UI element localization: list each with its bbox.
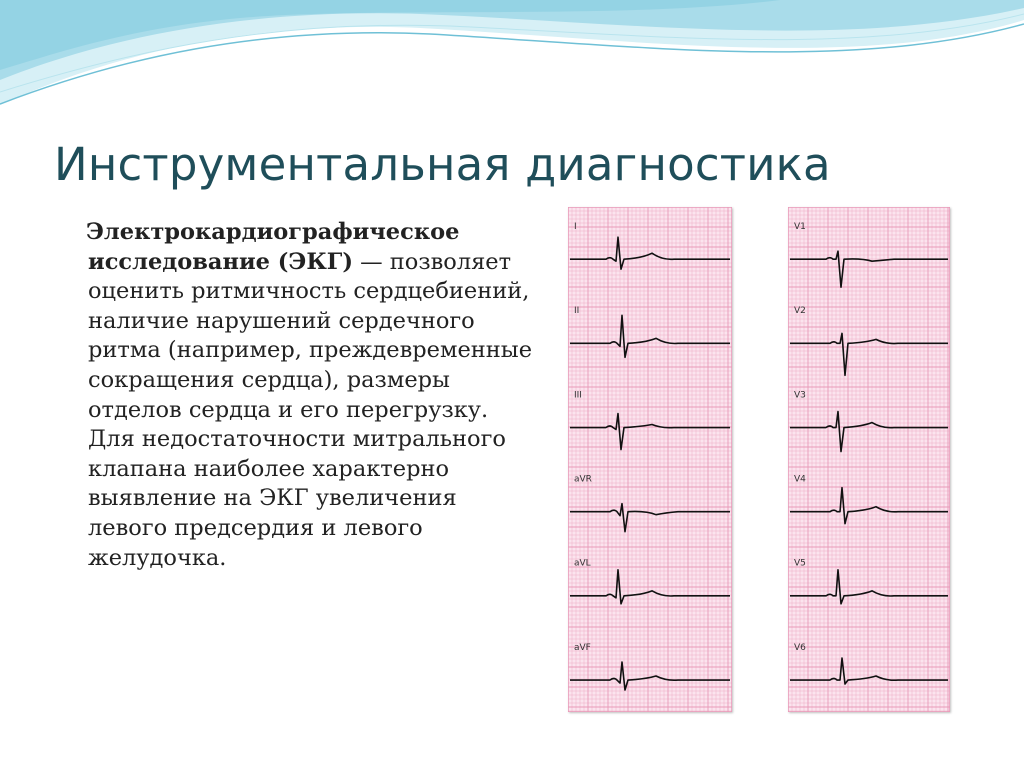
ecg-chest-lead-label-v6: V6 bbox=[794, 642, 806, 653]
ecg-limb-lead-label-i: I bbox=[574, 222, 577, 232]
ecg-chest-lead-label-v1: V1 bbox=[794, 222, 806, 232]
ecg-limb-lead-label-avf: aVF bbox=[574, 642, 591, 653]
body-description-text: — позволяет оценить ритмичность сердцебиений, наличие нарушений сердечного ритма (например, преждевременные сокращения сердца), размеры отделов сердца и его перегрузку. Для недостаточности митрального клапана наиболее характерно выявление на ЭКГ увеличения левого предсердия и левого желудочка. bbox=[88, 248, 533, 571]
ecg-chest-lead-label-v2: V2 bbox=[794, 306, 806, 317]
ecg-limb-lead-label-avr: aVR bbox=[574, 474, 592, 485]
ecg-chest-lead-label-v3: V3 bbox=[794, 390, 806, 401]
slide-title: Инструментальная диагностика bbox=[54, 138, 831, 191]
ecg-limb-lead-label-iii: III bbox=[574, 390, 582, 401]
ecg-chest-leads-strip bbox=[788, 207, 950, 712]
body-lead-text: Электрокардиографическое исследование (ЭКГ) bbox=[86, 219, 460, 275]
ecg-limb-lead-label-avl: aVL bbox=[574, 558, 591, 569]
ecg-limb-lead-label-ii: II bbox=[574, 306, 580, 317]
body-text bbox=[88, 218, 538, 573]
ecg-chest-lead-label-v5: V5 bbox=[794, 558, 806, 569]
ecg-limb-leads-strip bbox=[568, 207, 732, 712]
header-wave-decoration bbox=[0, 0, 1024, 120]
ecg-limb-leads-image bbox=[568, 207, 732, 712]
ecg-chest-leads-image bbox=[788, 207, 950, 712]
ecg-chest-lead-label-v4: V4 bbox=[794, 474, 806, 485]
